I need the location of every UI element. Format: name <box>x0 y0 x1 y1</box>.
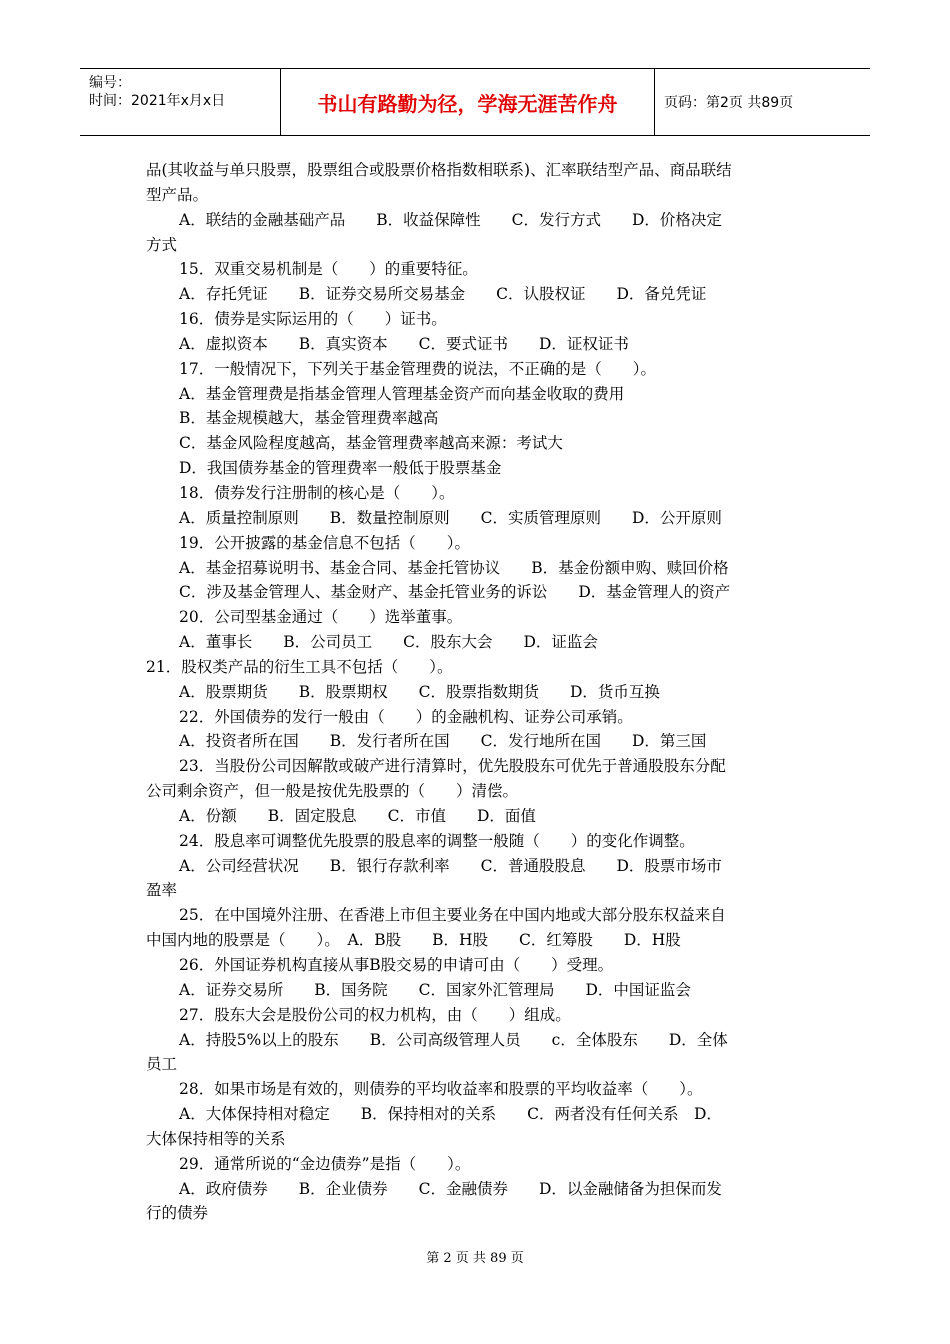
question-line: 24．股息率可调整优先股票的股息率的调整一般随（ ）的变化作调整。 <box>179 831 695 850</box>
option-line: A．股票期货 B．股票期权 C．股票指数期货 D．货币互换 <box>179 682 660 701</box>
text-line: 方式 <box>146 235 178 254</box>
option-line: A．质量控制原则 B．数量控制原则 C．实质管理原则 D．公开原则 <box>179 508 722 527</box>
option-line: A．份额 B．固定股息 C．市值 D．面值 <box>179 806 536 825</box>
option-line: D．我国债券基金的管理费率一般低于股票基金 <box>179 459 502 478</box>
option-line: A．投资者所在国 B．发行者所在国 C．发行地所在国 D．第三国 <box>179 732 707 751</box>
motto: 书山有路勤为径，学海无涯苦作舟 <box>281 69 655 135</box>
date-label: 时间：2021年x月x日 <box>89 93 226 109</box>
question-line: 15．双重交易机制是（ ）的重要特征。 <box>179 260 478 279</box>
text-line: 大体保持相等的关系 <box>146 1129 286 1148</box>
text-line: 品(其收益与单只股票，股票组合或股票价格指数相联系)、汇率联结型产品、商品联结 <box>146 161 732 179</box>
option-line: A．基金招募说明书、基金合同、基金托管协议 B．基金份额申购、赎回价格 <box>179 558 729 577</box>
option-line: A．联结的金融基础产品 B．收益保障性 C．发行方式 D．价格决定 <box>179 210 722 229</box>
question-line: 21．股权类产品的衍生工具不包括（ ）。 <box>146 657 453 676</box>
text-line: 公司剩余资产，但一般是按优先股票的（ ）清偿。 <box>146 782 519 801</box>
option-line: C．基金风险程度越高，基金管理费率越高来源：考试大 <box>179 434 563 453</box>
option-line: A．董事长 B．公司员工 C．股东大会 D．证监会 <box>179 633 598 652</box>
document-body <box>146 158 808 1226</box>
option-line: A．政府债券 B．企业债券 C．金融债券 D．以金融储备为担保而发 <box>179 1179 722 1198</box>
option-line: A．基金管理费是指基金管理人管理基金资产而向基金收取的费用 <box>179 384 625 403</box>
text-line: 型产品。 <box>146 185 209 204</box>
question-line: 18．债券发行注册制的核心是（ ）。 <box>179 483 455 502</box>
question-line: 20．公司型基金通过（ ）选举董事。 <box>179 608 463 627</box>
header-meta-cell <box>80 69 281 135</box>
question-line: 25．在中国境外注册、在香港上市但主要业务在中国内地或大部分股东权益来自 <box>179 906 726 925</box>
option-line: A．存托凭证 B．证券交易所交易基金 C．认股权证 D．备兑凭证 <box>179 285 707 304</box>
question-line: 17．一般情况下，下列关于基金管理费的说法，不正确的是（ ）。 <box>179 359 656 378</box>
option-line: A．公司经营状况 B．银行存款利率 C．普通股股息 D．股票市场市 <box>179 856 722 875</box>
text-line: 员工 <box>146 1055 178 1074</box>
code-label: 编号： <box>89 75 131 91</box>
question-line: 28．如果市场是有效的，则债券的平均收益率和股票的平均收益率（ ）。 <box>179 1080 703 1099</box>
option-line: A．持股5%以上的股东 B．公司高级管理人员 c．全体股东 D．全体 <box>179 1030 728 1049</box>
question-line: 16．债券是实际运用的（ ）证书。 <box>179 310 447 329</box>
text-line: 中国内地的股票是（ ）。 A．B股 B．H股 C．红筹股 D．H股 <box>146 931 681 950</box>
page-footer: 第 2 页 共 89 页 <box>426 1251 524 1266</box>
option-line: A．大体保持相对稳定 B．保持相对的关系 C．两者没有任何关系 D． <box>179 1105 722 1124</box>
question-line: 26．外国证券机构直接从事B股交易的申请可由（ ）受理。 <box>179 956 614 974</box>
question-line: 27．股东大会是股份公司的权力机构，由（ ）组成。 <box>179 1005 571 1024</box>
page-label: 页码：第2页 共89页 <box>664 95 794 111</box>
text-line: 盈率 <box>146 881 178 900</box>
option-line: C．涉及基金管理人、基金财产、基金托管业务的诉讼 D．基金管理人的资产 <box>179 583 731 602</box>
option-line: A．虚拟资本 B．真实资本 C．要式证书 D．证权证书 <box>179 334 629 353</box>
page-header <box>80 68 870 136</box>
question-line: 29．通常所说的“金边债券”是指（ ）。 <box>179 1154 471 1173</box>
question-line: 19．公开披露的基金信息不包括（ ）。 <box>179 533 470 552</box>
text-line: 行的债券 <box>146 1204 209 1223</box>
option-line: B．基金规模越大，基金管理费率越高 <box>179 409 439 428</box>
question-line: 23．当股份公司因解散或破产进行清算时，优先股股东可优先于普通股股东分配 <box>179 757 726 776</box>
question-line: 22．外国债券的发行一般由（ ）的金融机构、证券公司承销。 <box>179 707 633 726</box>
option-line: A．证券交易所 B．国务院 C．国家外汇管理局 D．中国证监会 <box>179 980 691 999</box>
